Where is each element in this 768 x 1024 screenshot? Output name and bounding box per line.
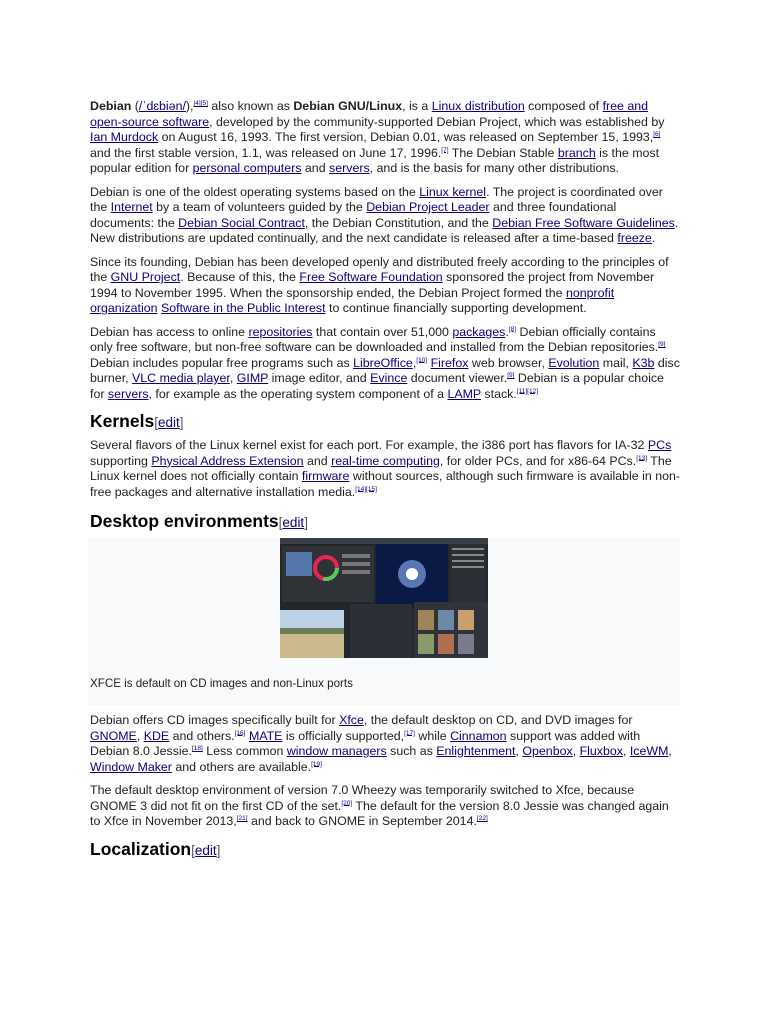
article-link[interactable]: Software in the Public Interest [160,301,326,315]
article-link[interactable]: Window Maker [90,759,172,774]
desktop-edit-section: [edit] [278,515,308,530]
article-link[interactable]: Ian Murdock [90,130,159,144]
article-link[interactable]: Debian Free Software Guidelines [492,215,675,230]
kernels-paragraph: Several flavors of the Linux kernel exist for each port. For example, the i386 port has flavors for IA-32 PCs supporting Physical Address Extension and real-time computing, for older PCs, and for x86-64 PCs.[13] The Linux kernel does not officially contain firmware without sources, although such firmware is available in non-free packages and alternative installation media.[14][15] [90,438,681,499]
article-link[interactable]: packages [452,324,506,339]
article-link[interactable]: branch [557,145,596,160]
reference-link[interactable]: [21] [236,814,248,822]
article-link[interactable]: Fluxbox [579,744,623,758]
reference-superscript [509,325,516,332]
article-link[interactable]: Physical Address Extension [151,453,304,468]
reference-link[interactable]: [9] [507,371,515,379]
reference-superscript [355,485,377,492]
reference-superscript [507,372,514,379]
reference-link[interactable]: [6] [653,130,661,138]
article-link[interactable]: /ˈdɛbiən/ [138,99,186,113]
reference-superscript [311,760,322,767]
localization-edit-link[interactable]: edit [194,842,217,858]
reference-link[interactable]: [17] [404,729,415,737]
reference-superscript [404,729,415,736]
article-link[interactable]: GNU Project [110,270,181,284]
reference-link[interactable]: [13] [636,454,648,462]
article-link[interactable]: Evolution [548,355,600,370]
localization-edit-section: [edit] [191,842,221,858]
article-link[interactable]: K3b [632,355,655,370]
reference-link[interactable]: [4][5] [193,99,208,107]
desktop-heading [90,510,680,534]
history-paragraph: Since its founding, Debian has been developed openly and distributed freely according to the principles of the GNU Project. Because of this, the Free Software Foundation sponsored the project from November 1994 to November 1995. When the sponsorship ended, the Debian Project formed the nonprofit organization Software in the Public Interest to continue financially supporting development. [90,254,669,315]
article-link[interactable]: IceWM [629,744,669,758]
reference-superscript [517,387,538,394]
article-link[interactable]: Enlightenment [436,744,516,758]
desktop-heading-title: Desktop environments [90,511,279,531]
article-link[interactable]: MATE [248,728,283,743]
software-paragraph: Debian has access to online repositories that contain over 51,000 packages.[8] Debian officially contains only free software, but non-free software can be downloaded and installed from the Debian repositories.[9] Debian includes popular free programs such as LibreOffice,[10] Firefox web browser, Evolution mail, K3b disc burner, VLC media player, GIMP image editor, and Evince document viewer.[9] Debian is a popular choice for servers, for example as the operating system component of a LAMP stack.[11][12] [90,324,680,401]
desktop-edit-link[interactable]: edit [282,515,305,530]
reference-superscript [477,815,488,822]
article-link[interactable]: Cinnamon [450,728,507,743]
article-link[interactable]: Openbox [522,744,573,758]
kernels-heading-title: Kernels [90,411,155,431]
article-link[interactable]: VLC media player [132,371,230,385]
article-link[interactable]: Firefox [430,355,469,370]
kernels-heading [90,410,680,434]
desktop-paragraph-1: Debian offers CD images specifically built for Xfce, the default desktop on CD, and DVD images for GNOME, KDE and others.[16] MATE is officially supported,[17] while Cinnamon support was added with Debian 8.0 Jessie.[18] Less common window managers such as Enlightenment, Openbox, Fluxbox, IceWM, Window Maker and others are available.[19] [90,713,672,774]
article-link[interactable]: GNOME [90,728,137,743]
kernels-edit-link[interactable]: edit [157,415,180,430]
reference-superscript [636,454,647,461]
reference-superscript [653,131,660,138]
reference-link[interactable]: [10] [416,356,428,364]
article-link[interactable]: free and open-source software [90,99,649,129]
reference-superscript [235,729,246,736]
article-link[interactable]: real-time computing [331,453,440,468]
reference-link[interactable]: [14][15] [355,485,377,493]
reference-link[interactable]: [8] [508,325,517,333]
reference-superscript [416,356,427,363]
article-link[interactable]: Linux kernel [419,184,487,199]
article-link[interactable]: servers [329,161,370,175]
reference-link[interactable]: [7] [441,146,449,154]
figure-caption: XFCE is default on CD images and non-Linux ports [90,677,353,690]
bold-term: Debian [90,99,132,113]
localization-heading-title: Localization [90,838,192,859]
intro-paragraph: Debian (/ˈdɛbiən/),[4][5] also known as Debian GNU/Linux, is a Linux distribution composed of free and open-source software, developed by the community-supported Debian Project, which was established by Ian Murdock on August 16, 1993. The first version, Debian 0.01, was released on September 15, 1993,[6] and the first stable version, 1.1, was released on June 17, 1996.[7] The Debian Stable branch is the most popular edition for personal computers and servers, and is the basis for many other distributions. [90,99,665,175]
article-link[interactable]: freeze [617,231,652,245]
reference-superscript [192,745,203,752]
reference-link[interactable]: [16] [234,729,246,737]
article-link[interactable]: Debian Project Leader [366,200,490,214]
article-link[interactable]: Free Software Foundation [299,270,443,284]
article-link[interactable]: Debian Social Contract [178,215,305,230]
kernels-edit-section: [edit] [154,415,184,430]
xfce-screenshot-image[interactable] [280,538,488,658]
article-link[interactable]: Evince [370,371,408,385]
article-link[interactable]: nonprofit organization [90,285,615,315]
article-link[interactable]: repositories [248,324,313,339]
article-link[interactable]: Xfce [339,713,364,727]
article-link[interactable]: personal computers [192,161,302,175]
overview-paragraph: Debian is one of the oldest operating systems based on the Linux kernel. The project is coordinated over the Internet by a team of volunteers guided by the Debian Project Leader and three foundational documents: the Debian Social Contract, the Debian Constitution, and the Debian Free Software Guidelines. New distributions are updated continually, and the next candidate is released after a time-based freeze. [90,184,679,245]
article-link[interactable]: window managers [286,744,387,758]
localization-heading [90,838,680,862]
reference-link[interactable]: [22] [476,814,488,822]
bold-term: Debian GNU/Linux [293,99,403,113]
reference-link[interactable]: [18] [191,744,203,752]
article-link[interactable]: GIMP [236,371,269,385]
article-link[interactable]: firmware [301,469,350,483]
article-link[interactable]: LibreOffice [353,355,413,370]
article-link[interactable]: PCs [647,438,672,452]
desktop-figure [88,538,680,705]
reference-link[interactable]: [11][12] [516,387,538,395]
reference-superscript [237,815,248,822]
article-link[interactable]: LAMP [447,386,481,401]
desktop-paragraph-2: The default desktop environment of version 7.0 Wheezy was temporarily switched to Xfce, because GNOME 3 did not fit on the first CD of the set.[20] The default for the version 8.0 Jessie was changed again to Xfce in November 2013,[21] and back to GNOME in September 2014.[22] [90,783,669,828]
reference-superscript [193,100,207,107]
article-link[interactable]: Linux distribution [431,99,525,113]
reference-link[interactable]: [20] [341,799,353,807]
reference-link[interactable]: [9] [658,340,666,348]
reference-superscript [341,799,352,806]
reference-superscript [658,341,665,348]
article-link[interactable]: Internet [110,200,153,214]
article-link[interactable]: servers [107,386,149,401]
article-link[interactable]: KDE [143,728,170,743]
reference-link[interactable]: [19] [311,760,322,768]
reference-superscript [441,146,448,153]
article-body [90,99,680,866]
